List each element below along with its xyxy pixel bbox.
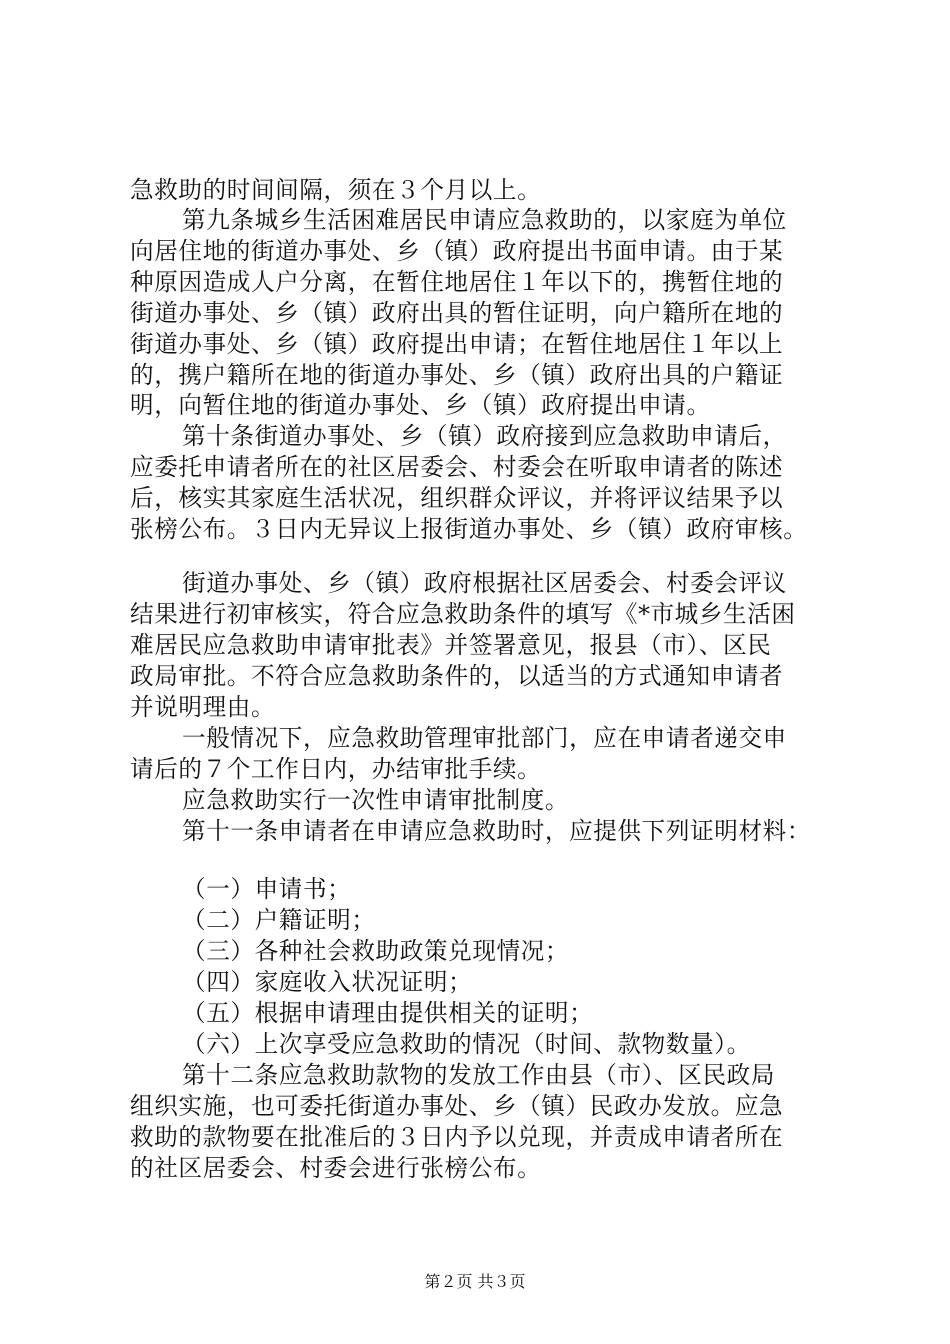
text-line: 的社区居委会、村委会进行张榜公布。 [130,1154,542,1182]
text-line: 第十一条申请者在申请应急救助时，应提供下列证明材料： [182,817,812,845]
text-line: 救助的款物要在批准后的３日内予以兑现，并责成申请者所在 [130,1123,784,1151]
text-line: 并说明理由。 [130,693,276,721]
list-item: （六）上次享受应急救助的情况（时间、款物数量）。 [182,1030,751,1058]
text-line: 一般情况下，应急救助管理审批部门，应在申请者递交申 [182,724,787,752]
list-item: （二）户籍证明； [182,906,376,934]
text-line: 种原因造成人户分离，在暂住地居住１年以下的，携暂住地的 [130,268,784,296]
text-line: 第十二条应急救助款物的发放工作由县（市）、区民政局 [182,1061,776,1089]
text-line: 街道办事处、乡（镇）政府出具的暂住证明，向户籍所在地的 [130,299,784,327]
text-line: 难居民应急救助申请审批表》并签署意见，报县（市）、区民 [130,631,772,659]
text-line: 明，向暂住地的街道办事处、乡（镇）政府提出申请。 [130,391,711,419]
text-line: 应急救助实行一次性申请审批制度。 [182,786,570,814]
list-item: （五）根据申请理由提供相关的证明； [182,999,594,1027]
text-line: 急救助的时间间隔，须在３个月以上。 [130,176,542,204]
text-line: 街道办事处、乡（镇）政府根据社区居委会、村委会评议 [182,569,787,597]
text-line: 第十条街道办事处、乡（镇）政府接到应急救助申请后， [182,422,787,450]
text-line: 张榜公布。３日内无异议上报街道办事处、乡（镇）政府审核。 [130,515,808,543]
text-line: 第九条城乡生活困难居民申请应急救助的，以家庭为单位 [182,206,787,234]
text-line: 应委托申请者所在的社区居委会、村委会在听取申请者的陈述 [130,453,784,481]
text-line: 组织实施，也可委托街道办事处、乡（镇）民政办发放。应急 [130,1092,784,1120]
list-item: （一）申请书； [182,875,352,903]
text-line: 政局审批。不符合应急救助条件的，以适当的方式通知申请者 [130,662,784,690]
text-line: 后，核实其家庭生活状况，组织群众评议，并将评议结果予以 [130,484,784,512]
list-item: （四）家庭收入状况证明； [182,968,473,996]
text-line: 请后的７个工作日内，办结审批手续。 [130,755,542,783]
text-line: 街道办事处、乡（镇）政府提出申请；在暂住地居住１年以上 [130,330,784,358]
text-line: 向居住地的街道办事处、乡（镇）政府提出书面申请。由于某 [130,237,784,265]
page-footer: 第２页 共３页 [424,1272,526,1291]
list-item: （三）各种社会救助政策兑现情况； [182,937,570,965]
text-line: 的，携户籍所在地的街道办事处、乡（镇）政府出具的户籍证 [130,361,784,389]
text-line: 结果进行初审核实，符合应急救助条件的填写《*市城乡生活困 [130,600,796,628]
